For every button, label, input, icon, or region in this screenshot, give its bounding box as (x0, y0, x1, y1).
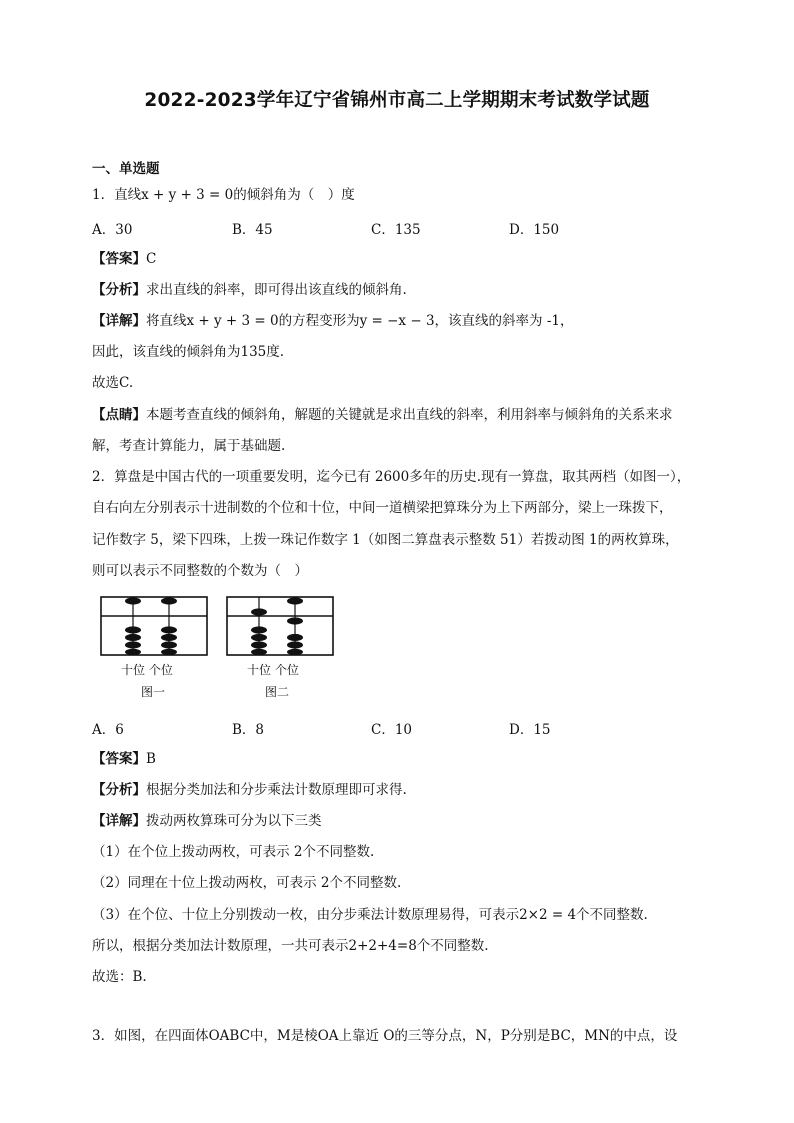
abacus-figure-1 (100, 596, 208, 656)
q2-stem-line4: 则可以表示不同整数的个数为（ ） (92, 563, 308, 579)
q2-analysis (92, 781, 407, 799)
detail-text: 拨动两枚算珠可分为以下三类 (146, 813, 322, 829)
q2-option-c: C．10 (371, 722, 413, 738)
detail-text: 将直线x + y + 3 = 0的方程变形为y = −x − 3，该直线的斜率为 -1， (146, 313, 574, 329)
answer-tag: 【答案】 (92, 751, 146, 767)
q1-comment-line2: 解，考查计算能力，属于基础题. (92, 438, 286, 454)
q2-option-b: B．8 (232, 722, 265, 738)
q1-analysis (92, 281, 407, 299)
q2-case-1: （1）在个位上拨动两枚，可表示 2个不同整数. (92, 844, 375, 860)
abacus-bead (125, 626, 141, 633)
abacus-2-caption: 图二 (265, 685, 290, 699)
detail-tag: 【详解】 (92, 313, 146, 329)
q1-choose: 故选C. (92, 375, 134, 391)
abacus-bead (287, 617, 303, 624)
q1-option-b: B．45 (232, 222, 273, 238)
abacus-bead (125, 649, 141, 655)
analysis-text: 求出直线的斜率，即可得出该直线的倾斜角. (146, 282, 407, 298)
comment-text: 本题考查直线的倾斜角，解题的关键就是求出直线的斜率，利用斜率与倾斜角的关系来求 (146, 407, 673, 423)
answer-tag: 【答案】 (92, 251, 146, 267)
abacus-bead (287, 641, 303, 648)
abacus-bead (161, 641, 177, 648)
answer-value: B (146, 751, 156, 767)
abacus-frame (101, 597, 207, 655)
abacus-bead (251, 634, 267, 641)
q2-sum: 所以，根据分类加法计数原理，一共可表示2+2+4=8个不同整数. (92, 938, 489, 954)
detail-tag: 【详解】 (92, 813, 146, 829)
q1-detail-line2: 因此，该直线的倾斜角为135度. (92, 344, 285, 360)
abacus-frame (227, 597, 333, 655)
analysis-tag: 【分析】 (92, 282, 146, 298)
abacus-bead (251, 608, 267, 615)
q2-option-a: A．6 (92, 722, 124, 738)
q2-stem-line3: 记作数字 5，梁下四珠，上拨一珠记作数字 1（如图二算盘表示整数 51）若拨动图 1的两枚算珠， (92, 532, 679, 548)
q2-option-d: D．15 (509, 722, 551, 738)
abacus-figure-2 (226, 596, 334, 656)
abacus-bead (125, 641, 141, 648)
abacus-2-labels: 十位 个位 (247, 663, 299, 677)
q1-option-a: A．30 (92, 222, 133, 238)
abacus-1-caption: 图一 (141, 685, 166, 699)
q2-answer (92, 750, 156, 768)
abacus-bead (287, 597, 303, 604)
analysis-text: 根据分类加法和分步乘法计数原理即可求得. (146, 782, 407, 798)
q2-stem-line2: 自右向左分别表示十进制数的个位和十位，中间一道横梁把算珠分为上下两部分，梁上一珠拨下， (92, 500, 673, 516)
q2-case-3: （3）在个位、十位上分别拨动一枚，由分步乘法计数原理易得，可表示2×2 = 4个不同整数. (92, 907, 648, 923)
abacus-bead (287, 634, 303, 641)
q1-stem: 1．直线x + y + 3 = 0的倾斜角为（ ）度 (92, 187, 355, 203)
abacus-bead (251, 626, 267, 633)
analysis-tag: 【分析】 (92, 782, 146, 798)
q2-case-2: （2）同理在十位上拨动两枚，可表示 2个不同整数. (92, 875, 402, 891)
abacus-bead (161, 597, 177, 604)
q2-detail (92, 812, 322, 830)
answer-value: C (146, 251, 157, 267)
q1-comment (92, 406, 673, 424)
abacus-bead (287, 649, 303, 655)
comment-tag: 【点睛】 (92, 407, 146, 423)
abacus-bead (125, 634, 141, 641)
abacus-bead (251, 649, 267, 655)
q3-stem: 3．如图，在四面体OABC中，M是棱OA上靠近 O的三等分点，N，P分别是BC，MN的中点，设 (92, 1028, 678, 1044)
q1-option-c: C．135 (371, 222, 421, 238)
q1-option-d: D．150 (509, 222, 560, 238)
section-heading: 一、单选题 (92, 161, 160, 177)
abacus-bead (161, 626, 177, 633)
q2-stem-line1: 2．算盘是中国古代的一项重要发明，迄今已有 2600多年的历史.现有一算盘，取其两档（如图一）， (92, 469, 691, 485)
abacus-bead (251, 641, 267, 648)
q1-detail (92, 312, 573, 330)
abacus-bead (161, 634, 177, 641)
q2-choose: 故选：B. (92, 969, 147, 985)
abacus-bead (161, 649, 177, 655)
q1-answer (92, 250, 156, 268)
abacus-1-labels: 十位 个位 (121, 663, 173, 677)
abacus-bead (125, 597, 141, 604)
document-title: 2022-2023学年辽宁省锦州市高二上学期期末考试数学试题 (144, 90, 650, 111)
